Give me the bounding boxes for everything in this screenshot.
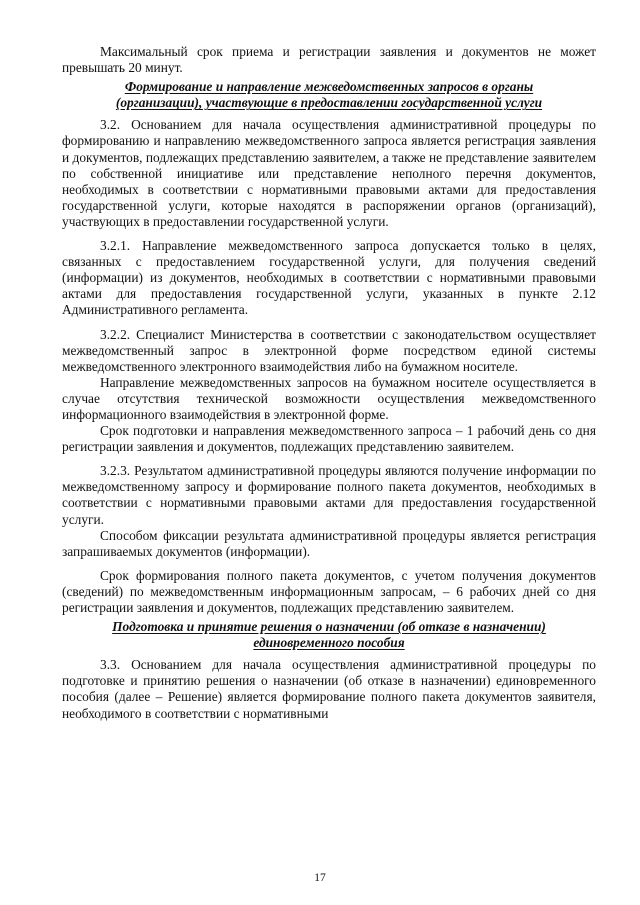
paragraph-package-deadline: Срок формирования полного пакета документов, с учетом получения документов (сведений) по межведомственным информационным запросам, – 6 рабочих дней со дня регистрации заявления и документов, подлежащих представлению заявителем. [62,567,596,615]
section-heading-interagency-requests: Формирование и направление межведомственных запросов в органы (организации), участвующие в предоставлении государственной услуги [115,79,543,111]
document-page [62,44,596,722]
paragraph-3-2: 3.2. Основанием для начала осуществления административной процедуры по формированию и направлению межведомственного запроса является регистрация заявления и документов, подлежащих представлению заявителем, а также не представление заявителем по собственной инициативе или представление неполного перечня документов, необходимых в соответствии с нормативными правовыми актами для предоставления государственной услуги, которые находятся в распоряжении органов (организаций), участвующих в предоставлении государственной услуги. [62,117,596,229]
section-heading-decision: Подготовка и принятие решения о назначении (об отказе в назначении) единовременного пособия [112,619,546,651]
paragraph-3-2-1: 3.2.1. Направление межведомственного запроса допускается только в целях, связанных с предоставлением государственной услуги, для получения сведений (информации) из документов, необходимых в соответствии с нормативными правовыми актами для предоставления государственной услуги, указанных в пункте 2.12 Административного регламента. [62,238,596,318]
paragraph-3-3: 3.3. Основанием для начала осуществления административной процедуры по подготовке и принятию решения о назначении (об отказе в назначении) единовременного пособия (далее – Решение) является формирование полного пакета документов заявителя, необходимого в соответствии с нормативными [62,657,596,721]
paragraph-3-2-2: 3.2.2. Специалист Министерства в соответствии с законодательством осуществляет межведомственный запрос в электронной форме посредством единой системы межведомственного электронного взаимодействия либо на бумажном носителе. [62,326,596,374]
paragraph-max-registration-time: Максимальный срок приема и регистрации заявления и документов не может превышать 20 минут. [62,44,596,76]
paragraph-request-deadline: Срок подготовки и направления межведомственного запроса – 1 рабочий день со дня регистрации заявления и документов, подлежащих представлению заявителем. [62,423,596,455]
page-number: 17 [314,872,326,884]
paragraph-3-2-3: 3.2.3. Результатом административной процедуры являются получение информации по межведомственному запросу и формирование полного пакета документов, необходимых в соответствии с нормативными правовыми актами для предоставления государственной услуги. [62,463,596,527]
paragraph-paper-requests: Направление межведомственных запросов на бумажном носителе осуществляется в случае отсутствия технической возможности осуществления межведомственного информационного взаимодействия в электронной форме. [62,374,596,422]
paragraph-fixation-method: Способом фиксации результата административной процедуры является регистрация запрашиваемых документов (информации). [62,527,596,559]
